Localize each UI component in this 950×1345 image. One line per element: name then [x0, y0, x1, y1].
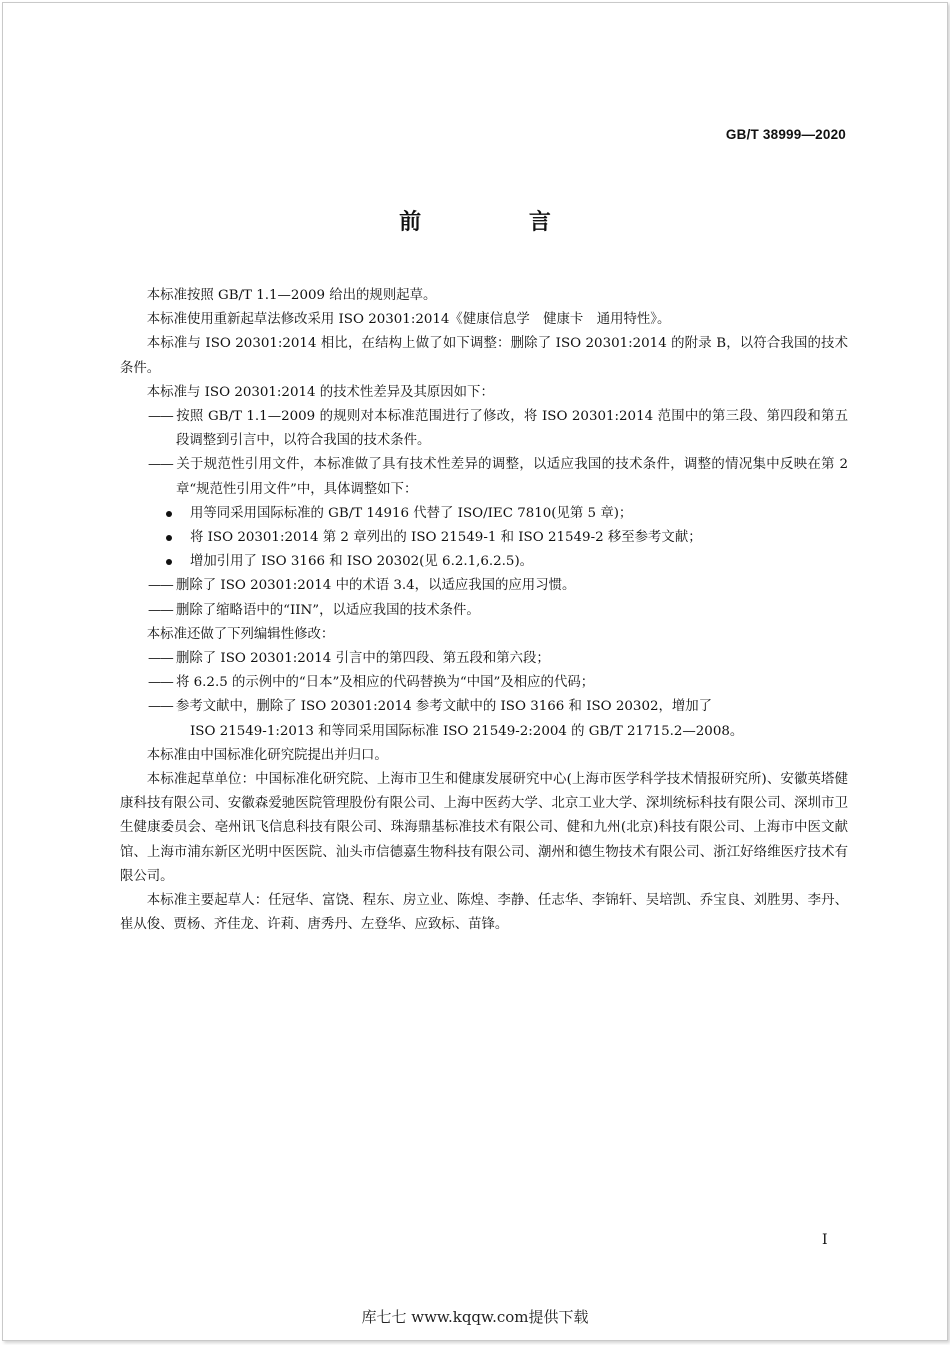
bullet-icon: [166, 511, 172, 517]
list-item-text: 按照 GB/T 1.1—2009 的规则对本标准范围进行了修改，将 ISO 20301:2014 范围中的第三段、第四段和第五段调整到引言中，以符合我国的技术条件。: [176, 409, 848, 449]
standard-code: GB/T 38999—2020: [725, 127, 846, 142]
page-title: 前 言: [399, 210, 601, 235]
dash-mark: ——: [148, 651, 173, 667]
paragraph-drafters: 本标准主要起草人：任冠华、富饶、程东、房立业、陈煌、李静、任志华、李锦轩、吴培凯、乔宝良、刘胜男、李丹、崔从俊、贾杨、齐佳龙、许莉、唐秀丹、左登华、应致标、苗锋。: [120, 893, 848, 933]
paragraph-drafting-rules: 本标准按照 GB/T 1.1—2009 给出的规则起草。: [146, 288, 437, 303]
list-item: [120, 405, 848, 453]
dash-mark: ——: [148, 409, 173, 425]
bullet-text: 用等同采用国际标准的 GB/T 14916 代替了 ISO/IEC 7810(见第 5 章)；: [190, 505, 633, 521]
list-item: [120, 599, 848, 623]
dash-mark: ——: [148, 699, 173, 715]
dash-mark: ——: [148, 675, 173, 691]
bullet-text: 增加引用了 ISO 3166 和 ISO 20302(见 6.2.1,6.2.5)。: [190, 554, 534, 570]
dash-mark: ——: [148, 578, 173, 594]
list-item-text: 删除了缩略语中的“IIN”，以适应我国的技术条件。: [176, 602, 480, 618]
list-item: [120, 453, 848, 501]
document-body: [120, 284, 848, 937]
bullet-text: 将 ISO 20301:2014 第 2 章列出的 ISO 21549-1 和 ISO 21549-2 移至参考文献；: [190, 530, 702, 546]
bullet-icon: [166, 535, 172, 541]
bullet-item: [120, 502, 848, 526]
paragraph-proposer: 本标准由中国标准化研究院提出并归口。: [146, 747, 388, 763]
list-item: [120, 671, 848, 695]
bullet-icon: [166, 559, 172, 565]
list-item: [120, 695, 848, 719]
dash-mark: ——: [148, 602, 173, 618]
list-item: [120, 574, 848, 598]
paragraph-adoption: 本标准使用重新起草法修改采用 ISO 20301:2014《健康信息学 健康卡 通用特性》。: [146, 312, 671, 328]
list-item-text: 将 6.2.5 的示例中的“日本”及相应的代码替换为“中国”及相应的代码；: [176, 675, 595, 691]
paragraph-structure: 本标准与 ISO 20301:2014 相比，在结构上做了如下调整：删除了 ISO 20301:2014 的附录 B，以符合我国的技术条件。: [120, 336, 848, 376]
list-item-text: 删除了 ISO 20301:2014 中的术语 3.4，以适应我国的应用习惯。: [176, 578, 576, 594]
list-item-continuation: ISO 21549-1:2013 和等同采用国际标准 ISO 21549-2:2004 的 GB/T 21715.2—2008。: [190, 723, 744, 739]
paragraph-drafting-units: 本标准起草单位：中国标准化研究院、上海市卫生和健康发展研究中心(上海市医学科学技术情报研究所)、安徽英塔健康科技有限公司、安徽森爱驰医院管理股份有限公司、上海中医药大学、北京工业大学、深圳统标科技有限公司、深圳市卫生健康委员会、亳州讯飞信息科技有限公司、珠海鼎基标准技术有限公司、健和九州(北京)科技有限公司、上海市中医文献馆、上海市浦东新区光明中医医院、汕头市信德嘉生物科技有限公司、潮州和德生物技术有限公司、浙江好络维医疗技术有限公司。: [120, 772, 848, 884]
download-footer: 库七七 www.kqqw.com提供下载: [361, 1308, 589, 1326]
list-item-text: 参考文献中，删除了 ISO 20301:2014 参考文献中的 ISO 3166 和 ISO 20302，增加了: [176, 699, 713, 715]
list-item: [120, 647, 848, 671]
bullet-item: [120, 550, 848, 574]
list-item-text: 关于规范性引用文件，本标准做了具有技术性差异的调整，以适应我国的技术条件，调整的情况集中反映在第 2 章“规范性引用文件”中，具体调整如下：: [176, 457, 848, 497]
list-item-text: 删除了 ISO 20301:2014 引言中的第四段、第五段和第六段；: [176, 651, 550, 667]
page-number: I: [822, 1232, 828, 1248]
paragraph-tech-diff-intro: 本标准与 ISO 20301:2014 的技术性差异及其原因如下：: [146, 384, 494, 400]
bullet-item: [120, 526, 848, 550]
dash-mark: ——: [148, 457, 173, 473]
paragraph-editorial-intro: 本标准还做了下列编辑性修改：: [146, 626, 335, 642]
